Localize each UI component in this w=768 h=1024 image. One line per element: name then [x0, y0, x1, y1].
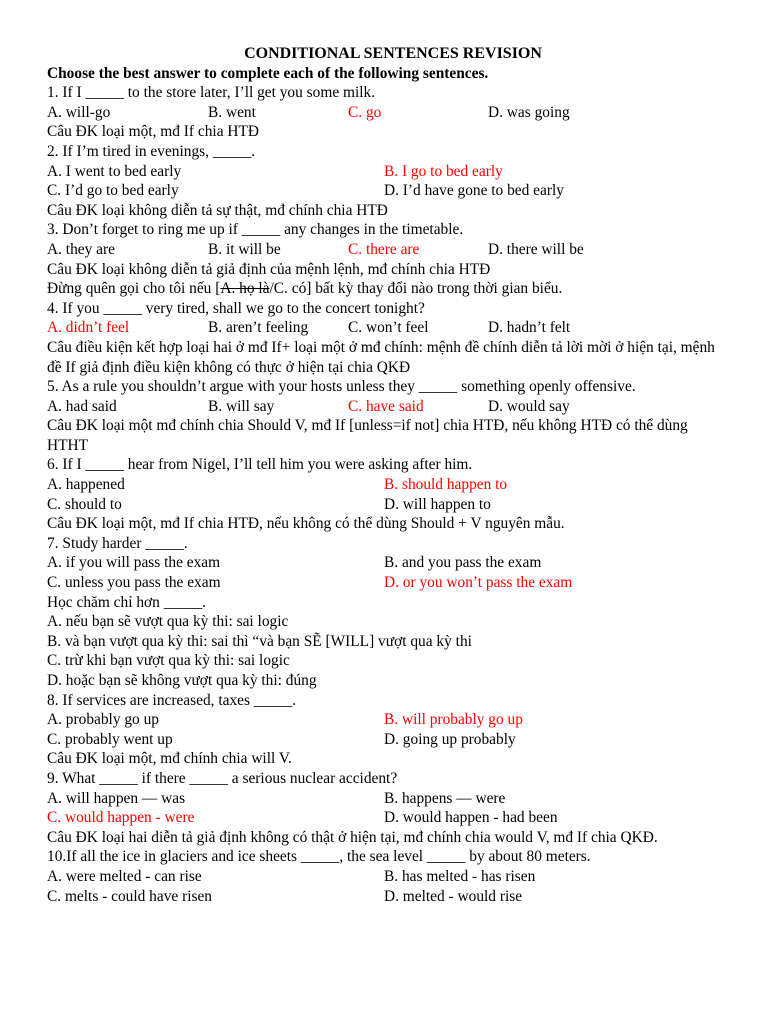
option-b: B. will say	[208, 397, 275, 415]
options-row	[47, 573, 721, 593]
option-a: A. had said	[47, 397, 117, 415]
option-c: C. melts - could have risen	[47, 887, 212, 905]
question-3	[47, 220, 721, 298]
explanation: Câu điều kiện kết hợp loại hai ở mđ If+ loại một ở mđ chính: mệnh đề chính diễn tả lời mời ở hiện tại, mệnh đề If giả định điều kiện không có thực ở hiện tại chia QKĐ	[47, 338, 715, 376]
option-c-correct: C. go	[348, 103, 382, 121]
option-d: D. going up probably	[384, 730, 516, 748]
question-2	[47, 142, 721, 220]
explanation: Câu ĐK loại một mđ chính chia Should V, mđ If [unless=if not] chia HTĐ, nếu không HTĐ có thể dùng HTHT	[47, 417, 688, 454]
options-row	[47, 162, 721, 182]
translation	[47, 279, 721, 299]
explanation-b: B. và bạn vượt qua kỳ thi: sai thì “và bạn SẼ [WILL] vượt qua kỳ thi	[47, 632, 472, 650]
option-b-correct: B. I go to bed early	[384, 162, 503, 180]
struck-option: A. họ là	[220, 280, 270, 298]
option-d: D. will happen to	[384, 495, 491, 513]
question-stem: 2. If I’m tired in evenings, _____.	[47, 142, 256, 160]
explanation-a: A. nếu bạn sẽ vượt qua kỳ thi: sai logic	[47, 613, 289, 631]
options-row	[47, 181, 721, 201]
option-b: B. went	[208, 103, 256, 121]
options-row	[47, 808, 721, 828]
question-stem: 9. What _____ if there _____ a serious nuclear accident?	[47, 769, 398, 787]
question-7	[47, 534, 721, 691]
option-b: B. and you pass the exam	[384, 554, 542, 572]
option-d: D. hadn’t felt	[488, 319, 571, 337]
question-8	[47, 691, 721, 769]
question-9	[47, 769, 721, 847]
question-1	[47, 83, 721, 142]
option-b-correct: B. will probably go up	[384, 711, 523, 729]
question-stem: 7. Study harder _____.	[47, 534, 188, 552]
explanation: Câu ĐK loại một, mđ If chia HTĐ, nếu không có thể dùng Should + V nguyên mẫu.	[47, 515, 565, 533]
option-d: D. would say	[488, 397, 570, 415]
question-stem: 4. If you _____ very tired, shall we go to the concert tonight?	[47, 299, 425, 317]
question-stem: 3. Don’t forget to ring me up if _____ any changes in the timetable.	[47, 221, 464, 239]
option-d: D. was going	[488, 103, 570, 121]
translation-end: /C. có] bất kỳ thay đổi nào trong thời gian biểu.	[269, 280, 563, 298]
explanation: Câu ĐK loại một, mđ If chia HTĐ	[47, 123, 260, 141]
option-c: C. won’t feel	[348, 319, 429, 337]
option-a: A. probably go up	[47, 711, 159, 729]
question-stem: 10.If all the ice in glaciers and ice sheets _____, the sea level _____ by about 80 meters.	[47, 848, 591, 866]
explanation-d: D. hoặc bạn sẽ không vượt qua kỳ thi: đúng	[47, 672, 317, 689]
options-row	[47, 240, 721, 260]
option-a: A. will-go	[47, 103, 111, 121]
option-a: A. will happen — was	[47, 789, 186, 807]
page-title: CONDITIONAL SENTENCES REVISION	[244, 45, 542, 62]
instructions: Choose the best answer to complete each of the following sentences.	[47, 64, 489, 82]
option-a-correct: A. didn’t feel	[47, 319, 130, 337]
worksheet	[47, 44, 721, 906]
options-row	[47, 318, 721, 338]
explanation: Câu ĐK loại không diễn tả sự thật, mđ chính chia HTĐ	[47, 201, 388, 219]
explanation: Câu ĐK loại không diễn tả giả định của mệnh lệnh, mđ chính chia HTĐ	[47, 260, 491, 278]
question-5	[47, 377, 721, 455]
option-d: D. melted - would rise	[384, 887, 523, 905]
option-d: D. there will be	[488, 240, 584, 258]
question-stem: 1. If I _____ to the store later, I’ll get you some milk.	[47, 84, 376, 102]
option-a: A. happened	[47, 476, 125, 494]
explanation: Câu ĐK loại một, mđ chính chia will V.	[47, 750, 292, 768]
option-d: D. I’d have gone to bed early	[384, 182, 564, 200]
option-c-correct: C. would happen - were	[47, 809, 195, 827]
question-stem: 8. If services are increased, taxes _____.	[47, 691, 297, 709]
option-b: B. has melted - has risen	[384, 867, 536, 885]
options-row	[47, 789, 721, 809]
options-row	[47, 103, 721, 123]
options-row	[47, 867, 721, 887]
options-row	[47, 553, 721, 573]
question-10	[47, 847, 721, 906]
option-c: C. probably went up	[47, 730, 173, 748]
translation: Học chăm chỉ hơn _____.	[47, 593, 207, 611]
options-row	[47, 475, 721, 495]
question-4	[47, 299, 721, 377]
option-b: B. happens — were	[384, 789, 506, 807]
explanation: Câu ĐK loại hai diễn tả giả định không có thật ở hiện tại, mđ chính chia would V, mđ If chia QKĐ.	[47, 828, 658, 846]
option-b-correct: B. should happen to	[384, 476, 508, 494]
option-d-correct: D. or you won’t pass the exam	[384, 574, 573, 592]
option-c-correct: C. have said	[348, 397, 424, 415]
option-b: B. aren’t feeling	[208, 319, 309, 337]
options-row	[47, 495, 721, 515]
options-row	[47, 887, 721, 907]
options-row	[47, 710, 721, 730]
option-c: C. I’d go to bed early	[47, 182, 179, 200]
question-stem: 6. If I _____ hear from Nigel, I’ll tell him you were asking after him.	[47, 456, 473, 474]
option-c: C. should to	[47, 495, 122, 513]
option-a: A. if you will pass the exam	[47, 554, 221, 572]
option-a: A. they are	[47, 240, 115, 258]
explanation-c: C. trừ khi bạn vượt qua kỳ thi: sai logic	[47, 652, 290, 670]
option-c: C. unless you pass the exam	[47, 574, 221, 592]
translation-start: Đừng quên gọi cho tôi nếu [	[47, 280, 221, 298]
option-a: A. were melted - can rise	[47, 867, 202, 885]
option-a: A. I went to bed early	[47, 162, 182, 180]
option-b: B. it will be	[208, 240, 281, 258]
options-row	[47, 397, 721, 417]
option-c-correct: C. there are	[348, 240, 420, 258]
option-d: D. would happen - had been	[384, 809, 558, 827]
question-stem: 5. As a rule you shouldn’t argue with your hosts unless they _____ something openly offensive.	[47, 378, 636, 396]
options-row	[47, 730, 721, 750]
question-6	[47, 455, 721, 533]
